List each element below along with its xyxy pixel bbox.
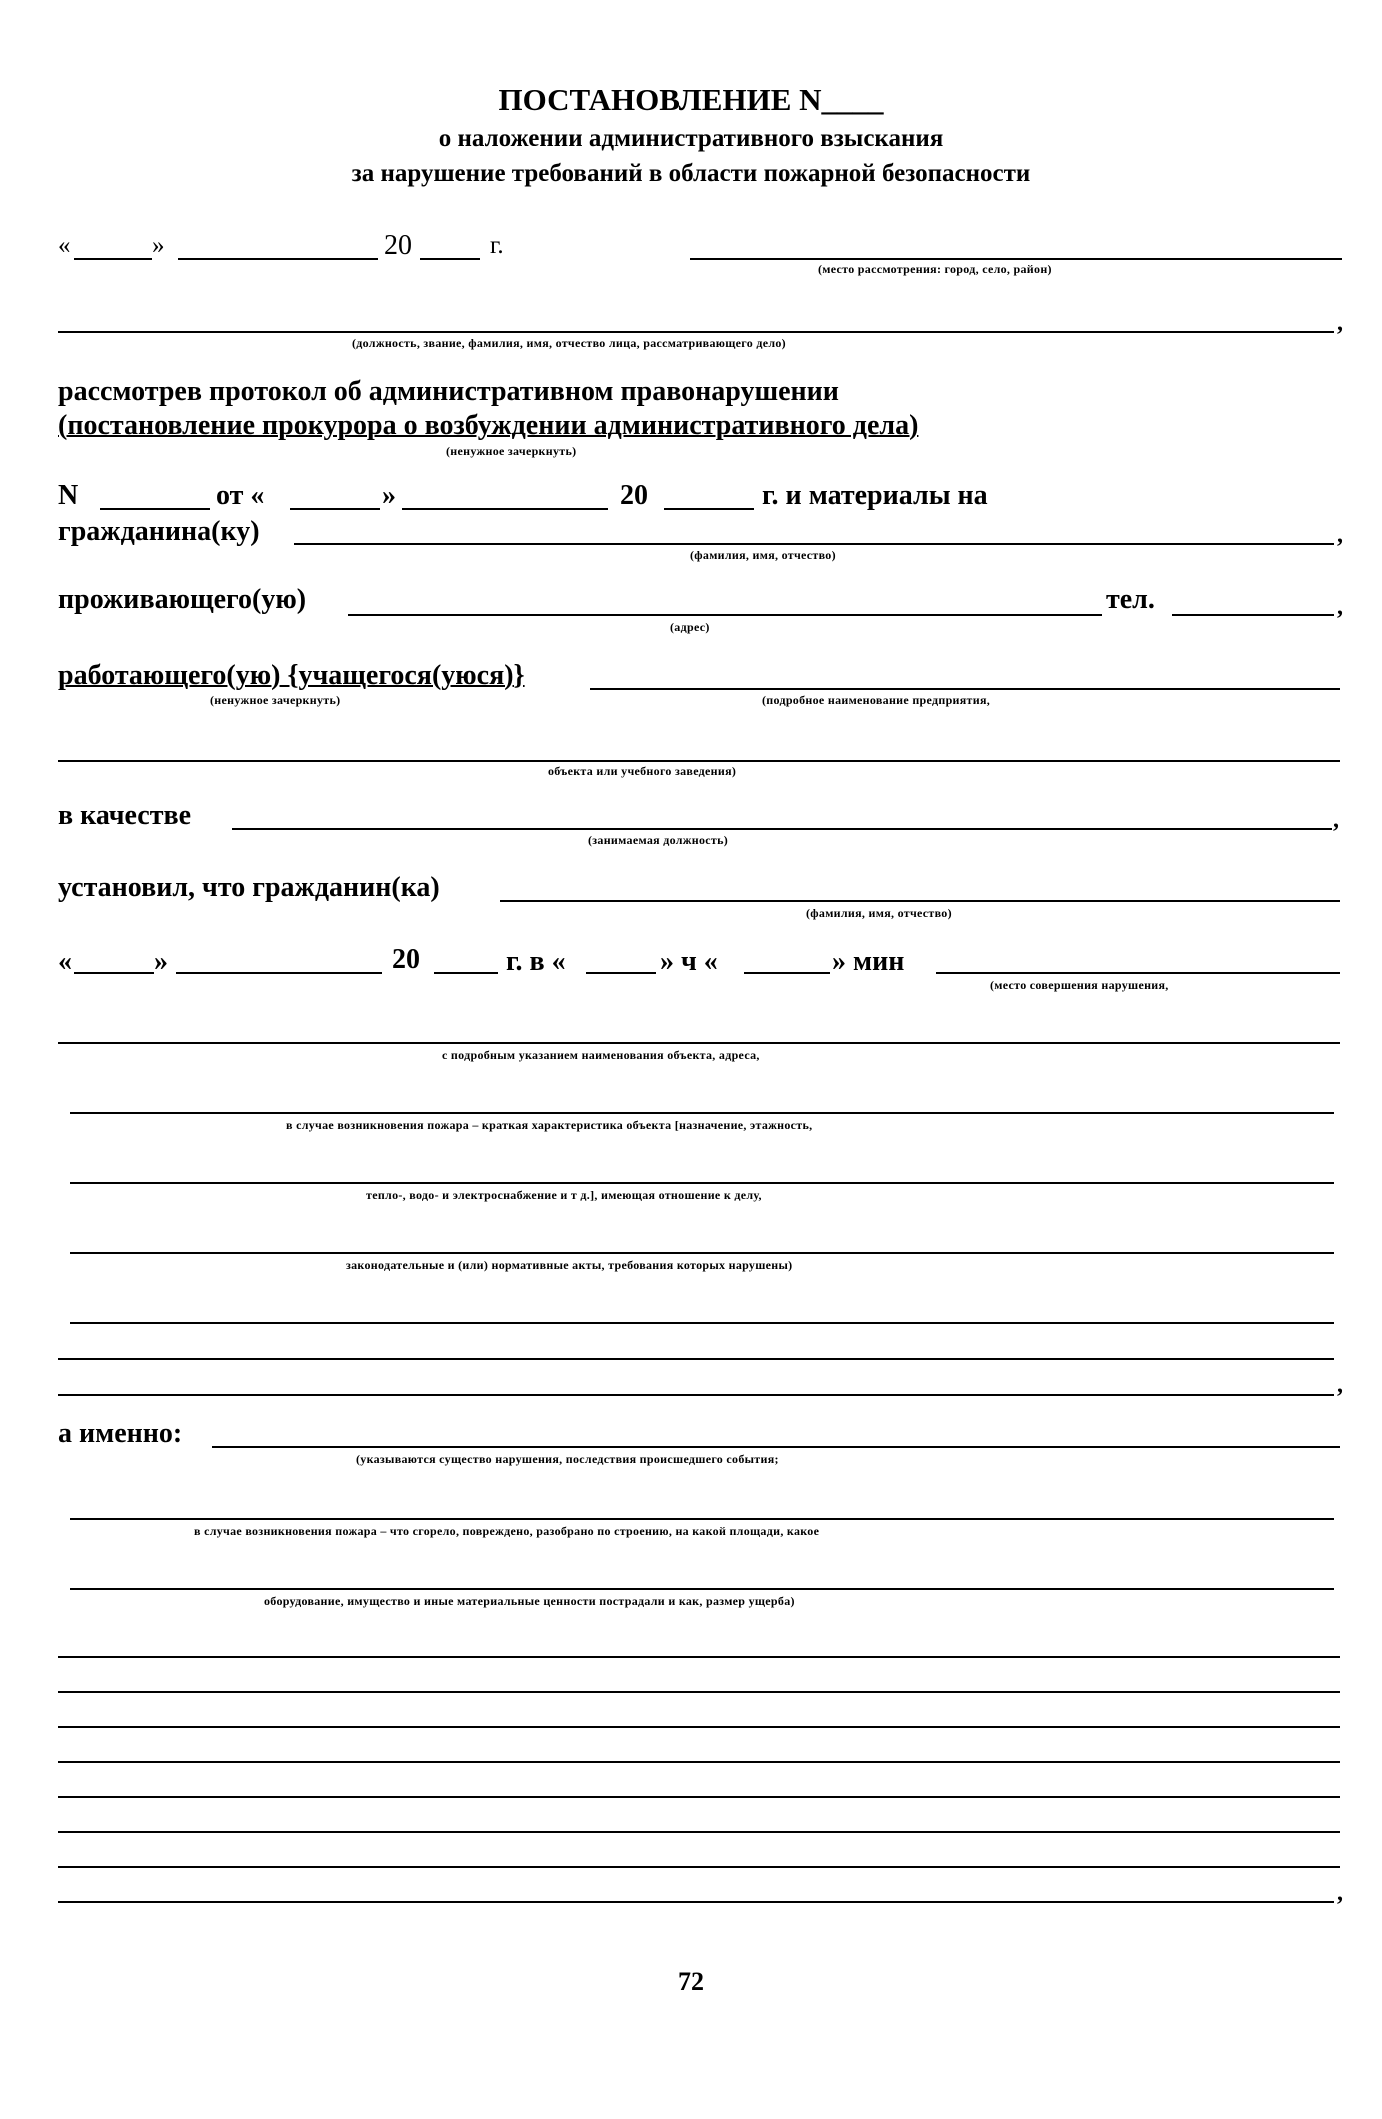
violator-caption: (фамилия, имя, отчество) bbox=[806, 906, 952, 920]
violation-line-4[interactable] bbox=[70, 1182, 1334, 1184]
violation-close-quote: » bbox=[154, 946, 168, 977]
date-year-field[interactable] bbox=[420, 258, 480, 260]
violation-line-8[interactable] bbox=[58, 1394, 1334, 1396]
violation-caption-5: законодательные и (или) нормативные акты, требования которых нарушены) bbox=[346, 1258, 793, 1272]
comma: , bbox=[1337, 1372, 1343, 1398]
violation-line-7[interactable] bbox=[58, 1358, 1334, 1360]
violation-minute-label: » мин bbox=[832, 946, 905, 977]
violation-caption-4: тепло-, водо- и электроснабжение и т д.], имеющая отношение к делу, bbox=[366, 1188, 762, 1202]
violation-hour-field[interactable] bbox=[586, 972, 656, 974]
place-field[interactable] bbox=[690, 258, 1342, 260]
violation-in-label: г. в « bbox=[506, 946, 566, 977]
comma: , bbox=[1337, 522, 1343, 548]
blank-line-3[interactable] bbox=[58, 1726, 1340, 1728]
document-title: ПОСТАНОВЛЕНИЕ N____ bbox=[498, 82, 884, 117]
namely-caption-3: оборудование, имущество и иные материальные ценности пострадали и как, размер ущерба) bbox=[264, 1594, 795, 1608]
date-month-field[interactable] bbox=[178, 258, 378, 260]
citizen-caption: (фамилия, имя, отчество) bbox=[690, 548, 836, 562]
violation-minute-field[interactable] bbox=[744, 972, 830, 974]
document-subtitle-2: за нарушение требований в области пожарной безопасности bbox=[351, 160, 1031, 187]
date-day-field[interactable] bbox=[74, 258, 152, 260]
protocol-from-label: от « bbox=[216, 480, 265, 511]
violation-hour-label: » ч « bbox=[660, 946, 718, 977]
namely-label: а именно: bbox=[58, 1418, 183, 1449]
violator-name-field[interactable] bbox=[500, 900, 1340, 902]
blank-line-8[interactable] bbox=[58, 1901, 1334, 1903]
violation-place-caption: (место совершения нарушения, bbox=[990, 978, 1169, 992]
violation-month-field[interactable] bbox=[176, 972, 382, 974]
violation-caption-2: с подробным указанием наименования объекта, адреса, bbox=[442, 1048, 760, 1062]
position-field[interactable] bbox=[232, 828, 1332, 830]
strike-unneeded-caption: (ненужное зачеркнуть) bbox=[446, 444, 577, 458]
citizen-name-field[interactable] bbox=[294, 543, 1334, 545]
established-label: установил, что гражданин(ка) bbox=[58, 872, 440, 903]
violation-caption-3: в случае возникновения пожара – краткая характеристика объекта [назначение, этажность, bbox=[286, 1118, 813, 1132]
residing-label: проживающего(ую) bbox=[58, 584, 307, 615]
protocol-number-label: N bbox=[58, 480, 79, 511]
blank-line-1[interactable] bbox=[58, 1656, 1340, 1658]
violation-open-quote: « bbox=[58, 946, 72, 977]
violation-line-6[interactable] bbox=[70, 1322, 1334, 1324]
violation-day-field[interactable] bbox=[74, 972, 154, 974]
phone-field[interactable] bbox=[1172, 614, 1334, 616]
position-caption: (занимаемая должность) bbox=[588, 833, 729, 847]
blank-line-5[interactable] bbox=[58, 1796, 1340, 1798]
phone-label: тел. bbox=[1106, 584, 1155, 615]
namely-field[interactable] bbox=[212, 1446, 1340, 1448]
protocol-year-prefix: 20 bbox=[620, 480, 648, 511]
protocol-month-field[interactable] bbox=[402, 508, 608, 510]
working-label: работающего(ую) {учащегося(уюся)} bbox=[58, 660, 525, 691]
protocol-close-quote: » bbox=[382, 480, 396, 511]
official-caption: (должность, звание, фамилия, имя, отчество лица, рассматривающего дело) bbox=[352, 336, 786, 350]
comma: , bbox=[1337, 310, 1343, 336]
place-caption: (место рассмотрения: город, село, район) bbox=[818, 262, 1052, 276]
working-strike-caption: (ненужное зачеркнуть) bbox=[210, 693, 341, 707]
comma: , bbox=[1337, 594, 1343, 620]
violation-line-3[interactable] bbox=[70, 1112, 1334, 1114]
violation-line-5[interactable] bbox=[70, 1252, 1334, 1254]
prosecutor-decision-text: (постановление прокурора о возбуждении административного дела) bbox=[58, 410, 919, 441]
workplace-field-2[interactable] bbox=[58, 760, 1340, 762]
official-field[interactable] bbox=[58, 331, 1334, 333]
citizen-label: гражданина(ку) bbox=[58, 516, 260, 547]
address-field[interactable] bbox=[348, 614, 1102, 616]
protocol-number-field[interactable] bbox=[100, 508, 210, 510]
protocol-year-field[interactable] bbox=[664, 508, 754, 510]
comma: , bbox=[1337, 1880, 1343, 1906]
position-label: в качестве bbox=[58, 800, 191, 831]
namely-line-2[interactable] bbox=[70, 1518, 1334, 1520]
date-year-suffix: г. bbox=[490, 232, 504, 259]
date-open-quote: « bbox=[58, 232, 71, 259]
blank-line-7[interactable] bbox=[58, 1866, 1340, 1868]
date-year-prefix: 20 bbox=[384, 230, 412, 261]
blank-line-2[interactable] bbox=[58, 1691, 1340, 1693]
comma: , bbox=[1333, 807, 1339, 833]
workplace-field[interactable] bbox=[590, 688, 1340, 690]
workplace-caption: (подробное наименование предприятия, bbox=[762, 693, 991, 707]
violation-line-2[interactable] bbox=[58, 1042, 1340, 1044]
workplace-caption-2: объекта или учебного заведения) bbox=[548, 764, 737, 778]
violation-place-field[interactable] bbox=[936, 972, 1340, 974]
violation-year-field[interactable] bbox=[434, 972, 498, 974]
document-subtitle-1: о наложении административного взыскания bbox=[438, 125, 944, 152]
considered-text: рассмотрев протокол об административном правонарушении bbox=[58, 376, 839, 407]
date-close-quote: » bbox=[152, 232, 165, 259]
violation-year-prefix: 20 bbox=[392, 944, 420, 975]
address-caption: (адрес) bbox=[670, 620, 710, 634]
namely-caption-1: (указываются существо нарушения, последствия происшедшего события; bbox=[356, 1452, 779, 1466]
namely-caption-2: в случае возникновения пожара – что сгорело, повреждено, разобрано по строению, на какой площади, какое bbox=[194, 1524, 820, 1538]
protocol-day-field[interactable] bbox=[290, 508, 380, 510]
blank-line-6[interactable] bbox=[58, 1831, 1340, 1833]
page-number: 72 bbox=[678, 1967, 704, 1996]
materials-label: г. и материалы на bbox=[762, 480, 988, 511]
blank-line-4[interactable] bbox=[58, 1761, 1340, 1763]
namely-line-3[interactable] bbox=[70, 1588, 1334, 1590]
